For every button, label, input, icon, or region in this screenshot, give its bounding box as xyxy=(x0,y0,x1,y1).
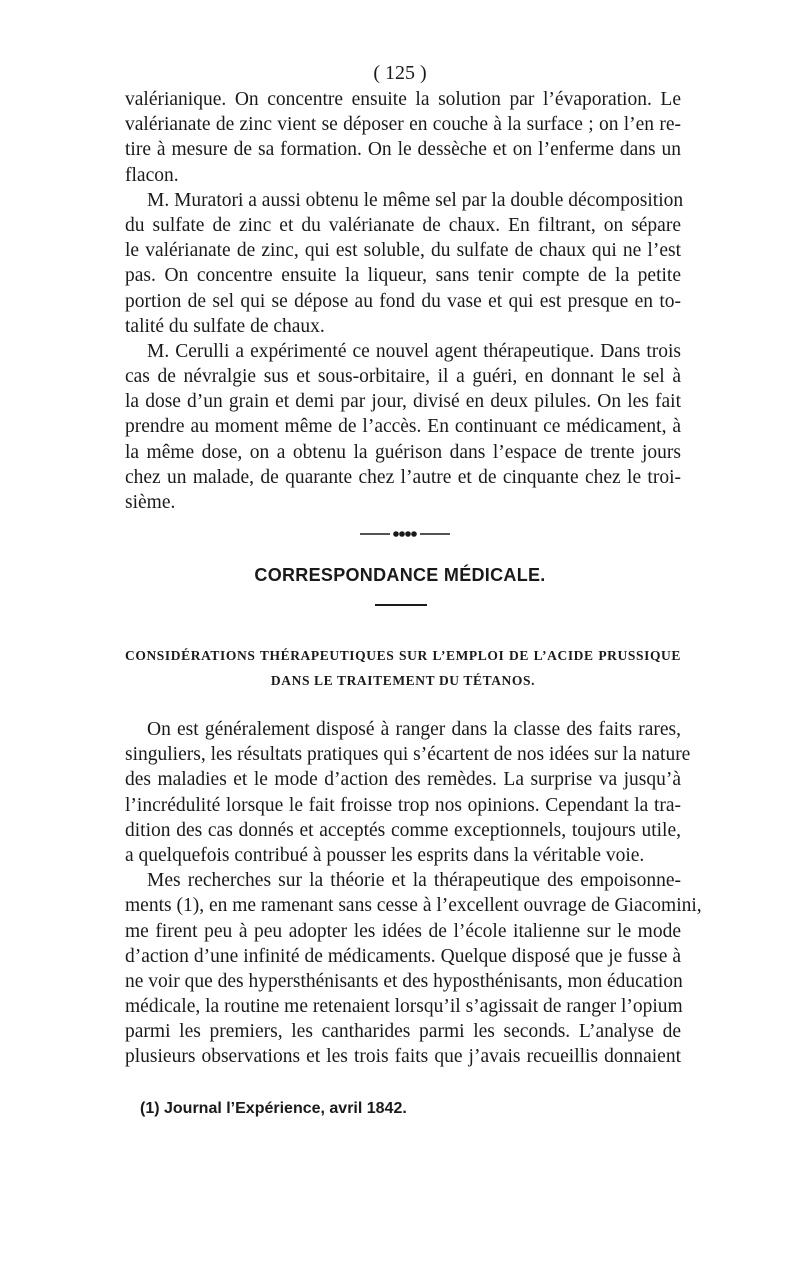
text-line: parmi les premiers, les cantharides parmi les seconds. L’analyse de xyxy=(125,1021,681,1043)
section-title: CORRESPONDANCE MÉDICALE. xyxy=(254,565,546,585)
text-line: l’incrédulité lorsque le fait froisse trop nos opinions. Cependant la tra- xyxy=(125,794,681,816)
text-line: Mes recherches sur la théorie et la thérapeutique des empoisonne- xyxy=(147,870,681,892)
text-line: On est généralement disposé à ranger dans la classe des faits rares, xyxy=(147,719,681,740)
text-line: valérianate de zinc vient se déposer en couche à la surface ; on l’en re- xyxy=(125,114,681,136)
text-line: sième. xyxy=(125,492,176,513)
top-text xyxy=(125,87,684,515)
text-line: talité du sulfate de chaux. xyxy=(125,315,325,337)
text-line: le valérianate de zinc, qui est soluble, du sulfate de chaux qui ne l’est xyxy=(125,240,681,262)
body-text xyxy=(125,717,702,1070)
text-line: chez un malade, de quarante chez l’autre et de cinquante chez le troi- xyxy=(125,466,681,488)
article-subtitle-line1: CONSIDÉRATIONS THÉRAPEUTIQUES SUR L’EMPLOI DE L’ACIDE PRUSSIQUE xyxy=(125,648,681,663)
text-line: ments (1), en me ramenant sans cesse à l’excellent ouvrage de Giacomini, xyxy=(125,895,702,917)
text-line: du sulfate de zinc et du valérianate de chaux. En filtrant, on sépare xyxy=(125,214,681,236)
text-line: M. Cerulli a expérimenté ce nouvel agent thérapeutique. Dans trois xyxy=(147,340,681,362)
text-line: la dose d’un grain et demi par jour, divisé en deux pilules. On les fait xyxy=(125,391,681,413)
article-subtitle-line2: DANS LE TRAITEMENT DU TÉTANOS. xyxy=(270,673,536,688)
text-line: la même dose, on a obtenu la guérison dans l’espace de trente jours xyxy=(125,441,681,463)
text-line: me firent peu à peu adopter les idées de l’école italienne sur le mode xyxy=(125,920,681,942)
text-line: cas de névralgie sus et sous-orbitaire, il a guéri, en donnant le sel à xyxy=(125,366,681,388)
text-line: ne voir que des hypersthénisants et des hyposthénisants, mon éducation xyxy=(125,970,683,992)
text-line: a quelquefois contribué à pousser les esprits dans la véritable voie. xyxy=(125,844,645,866)
text-line: prendre au moment même de l’accès. En continuant ce médicament, à xyxy=(125,416,681,438)
title-rule xyxy=(375,604,427,606)
page-number: ( 125 ) xyxy=(373,62,427,84)
text-line: M. Muratori a aussi obtenu le même sel par la double décomposition xyxy=(147,189,684,211)
text-line: flacon. xyxy=(125,164,179,186)
text-line: médicale, la routine me retenaient lorsqu’il s’agissait de ranger l’opium xyxy=(125,996,683,1018)
text-line: pas. On concentre ensuite la liqueur, sans tenir compte de la petite xyxy=(125,265,681,287)
ornament-divider xyxy=(360,524,450,544)
footnote: (1) Journal l’Expérience, avril 1842. xyxy=(140,1100,407,1117)
text-line: singuliers, les résultats pratiques qui s’écartent de nos idées sur la nature xyxy=(125,744,691,766)
text-line: valérianique. On concentre ensuite la solution par l’évaporation. Le xyxy=(125,89,681,110)
text-line: des maladies et le mode d’action des remèdes. La surprise va jusqu’à xyxy=(125,769,681,791)
text-line: plusieurs observations et les trois faits que j’avais recueillis donnaient xyxy=(125,1046,681,1068)
text-line: tire à mesure de sa formation. On le dessèche et on l’enferme dans un xyxy=(125,139,681,161)
text-line: dition des cas donnés et acceptés comme exceptionnels, toujours utile, xyxy=(125,819,681,841)
text-line: d’action d’une infinité de médicaments. Quelque disposé que je fusse à xyxy=(125,945,681,967)
text-line: portion de sel qui se dépose au fond du vase et qui est presque en to- xyxy=(125,290,681,312)
